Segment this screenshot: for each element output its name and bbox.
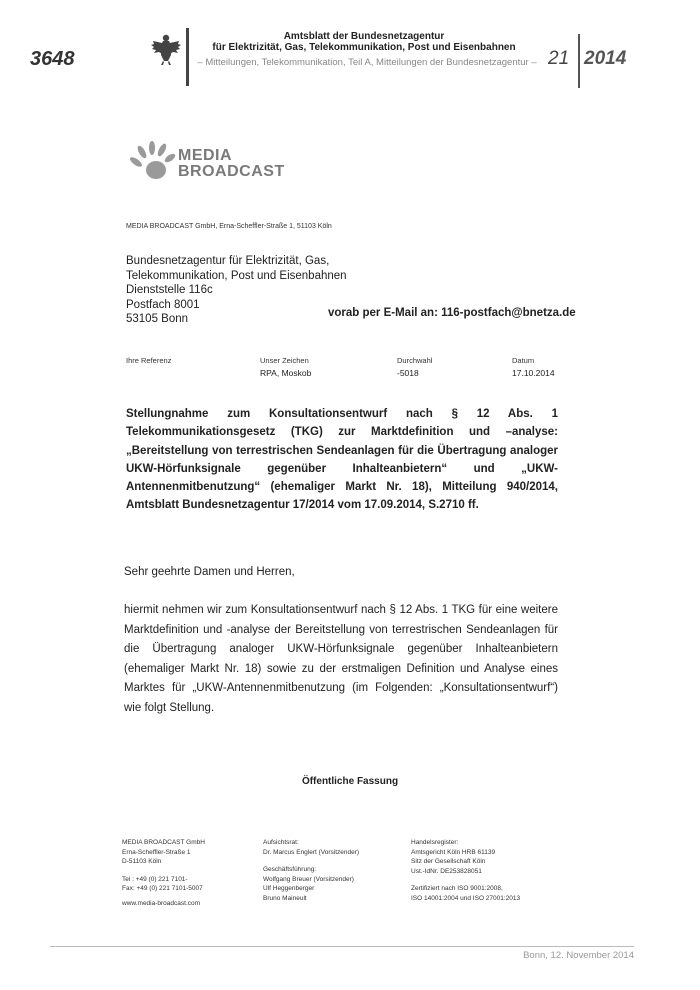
handelsregister-label: Handelsregister: bbox=[411, 839, 459, 846]
geschaeftsfuehrer-name: Ulf Heggenberger bbox=[263, 885, 315, 893]
journal-title-line1: Amtsblatt der Bundesnetzagentur bbox=[283, 31, 445, 42]
letter-subject: Stellungnahme zum Konsultationsentwurf nach § 12 Abs. 1 Telekommunikationsgesetz (TKG) zur Marktdefinition und –analyse: „Bereitstellung von terrestrischen Sendeanlagen für die Übertragung analoger UKW-Hörfunksignale gegenüber Inhalteanbietern“ und „UKW-Antennenmitbenutzung“ (ehemaliger Markt Nr. 18), Mitteilung 940/2014, Amtsblatt Bundesnetzagentur 17/2014 vom 17.09.2014, S.2710 ff. bbox=[126, 408, 558, 512]
federal-eagle-icon bbox=[150, 32, 182, 66]
company-street: Erna-Scheffler-Straße 1 bbox=[122, 848, 191, 856]
logo-line1: MEDIA bbox=[178, 147, 233, 164]
geschaeftsfuehrer-name: Bruno Maineult bbox=[263, 894, 307, 902]
geschaeftsfuehrer-name: Wolfgang Breuer (Vorsitzender) bbox=[263, 875, 354, 883]
logo-line2: BROADCAST bbox=[178, 163, 285, 180]
recipient-line: Telekommunikation, Post und Eisenbahnen bbox=[126, 269, 347, 282]
aufsichtsrat-name: Dr. Marcus Englert (Vorsitzender) bbox=[263, 848, 360, 856]
company-web: www.media-broadcast.com bbox=[122, 899, 201, 907]
recipient-line: Postfach 8001 bbox=[126, 298, 200, 311]
register-seat: Sitz der Gesellschaft Köln bbox=[411, 858, 486, 866]
salutation: Sehr geehrte Damen und Herren, bbox=[124, 566, 295, 578]
footer-company bbox=[122, 838, 205, 909]
durchwahl-value: -5018 bbox=[397, 368, 419, 378]
journal-title bbox=[194, 31, 534, 53]
company-tel: Tel : +49 (0) 221 7101- bbox=[122, 875, 188, 883]
certification-line1: Zertifiziert nach ISO 9001:2008, bbox=[411, 885, 503, 893]
issue-number: 21 bbox=[548, 48, 570, 69]
recipient-line: Bundesnetzagentur für Elektrizität, Gas, bbox=[126, 255, 330, 267]
company-name: MEDIA BROADCAST GmbH bbox=[122, 839, 205, 846]
header-divider bbox=[186, 28, 189, 86]
letter-body: hiermit nehmen wir zum Konsultationsentwurf nach § 12 Abs. 1 TKG für eine weitere Marktdefinition und -analyse der Bereitstellung von terrestrischen Sendeanlagen für die Übertragung analoger UKW-Hörfunksignale gegenüber Inhalteanbietern (ehemaliger Markt Nr. 18) sowie zu der erstmaligen Definition und Analyse eines Marktes für „UKW-Antennenmitbenutzung (im Folgenden: „Konsultationsentwurf“) wie folgt Stellung. bbox=[124, 604, 558, 714]
publication-date: Bonn, 12. November 2014 bbox=[523, 950, 634, 961]
recipient-line: Dienststelle 116c bbox=[126, 284, 213, 296]
recipient-line: 53105 Bonn bbox=[126, 313, 189, 325]
datum-value: 17.10.2014 bbox=[512, 368, 555, 378]
ihre-referenz-label: Ihre Referenz bbox=[126, 356, 172, 365]
sender-address-line: MEDIA BROADCAST GmbH, Erna-Scheffler-Straße 1, 51103 Köln bbox=[126, 223, 332, 230]
company-fax: Fax: +49 (0) 221 7101-5007 bbox=[122, 885, 203, 893]
journal-subtitle: – Mitteilungen, Telekommunikation, Teil A, Mitteilungen der Bundesnetzagentur – bbox=[197, 57, 537, 68]
unser-zeichen-label: Unser Zeichen bbox=[260, 356, 309, 365]
company-city: D-51103 Köln bbox=[122, 858, 162, 866]
page-number: 3648 bbox=[30, 48, 75, 70]
aufsichtsrat-label: Aufsichtsrat: bbox=[263, 839, 299, 846]
journal-title-line2: für Elektrizität, Gas, Telekommunikation, Post und Eisenbahnen bbox=[212, 42, 516, 53]
issue-divider bbox=[578, 34, 580, 88]
register-court: Amtsgericht Köln HRB 61139 bbox=[411, 848, 496, 856]
footer-board bbox=[263, 838, 359, 904]
certification-line2: ISO 14001:2004 und ISO 27001:2013 bbox=[411, 894, 521, 902]
media-broadcast-logo-text bbox=[178, 148, 285, 180]
issue-year: 2014 bbox=[584, 48, 627, 69]
public-version-label: Öffentliche Fassung bbox=[301, 776, 399, 787]
footer-register bbox=[411, 838, 520, 904]
datum-label: Datum bbox=[512, 356, 535, 365]
geschaeftsfuehrung-label: Geschäftsführung: bbox=[263, 866, 317, 874]
register-vat: Ust.-IdNr. DE253828051 bbox=[411, 867, 482, 875]
recipient-address bbox=[126, 254, 347, 327]
media-broadcast-logo-icon bbox=[126, 132, 178, 184]
email-notice: vorab per E-Mail an: 116-postfach@bnetza.de bbox=[328, 307, 576, 319]
unser-zeichen-value: RPA, Moskob bbox=[260, 368, 312, 378]
durchwahl-label: Durchwahl bbox=[397, 356, 433, 365]
page-footer-rule bbox=[50, 946, 634, 947]
